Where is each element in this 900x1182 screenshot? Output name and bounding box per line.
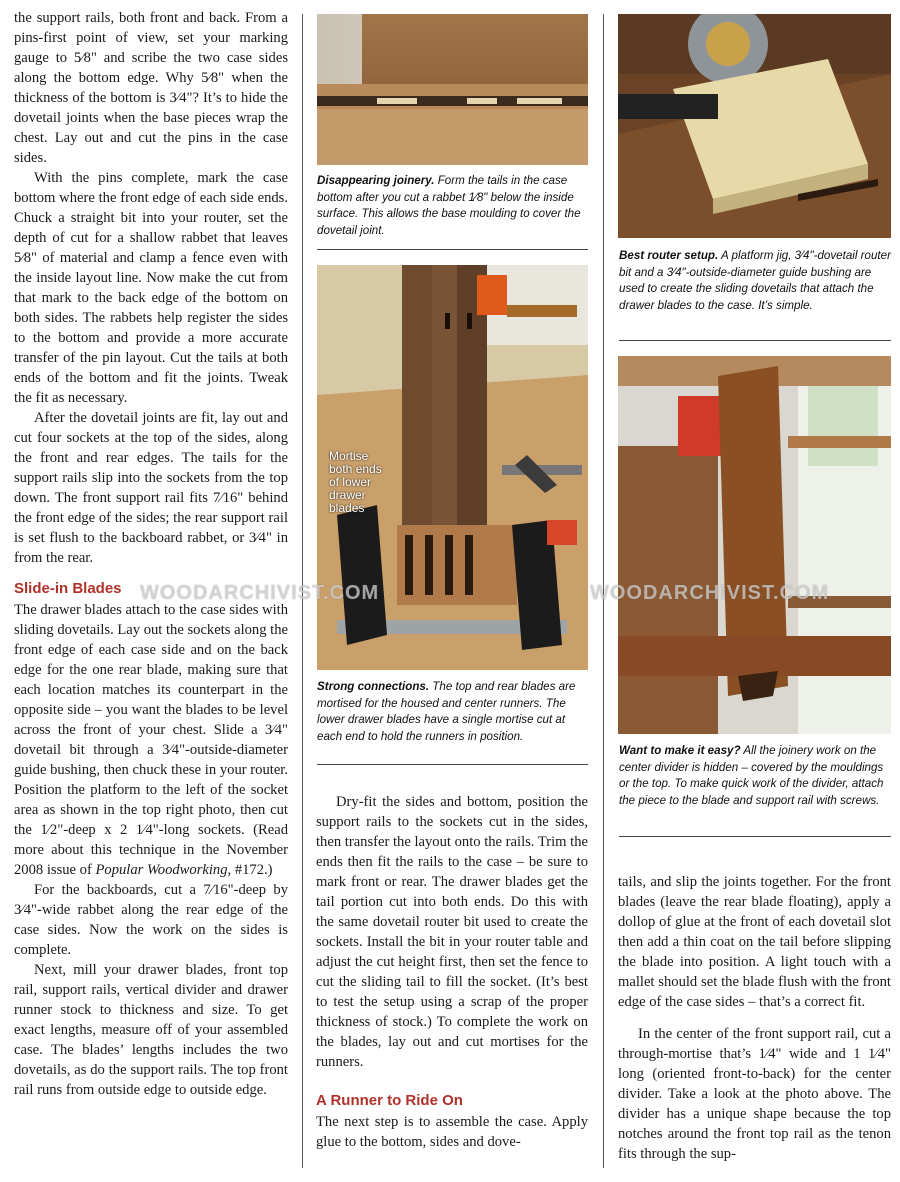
caption-rule — [317, 764, 588, 765]
caption-rule — [619, 340, 891, 341]
watermark: WOODARCHIVIST.COM — [590, 582, 830, 604]
paragraph: For the backboards, cut a 7⁄16"-deep by 3⁄4"-wide rabbet along the rear edge of the case sides. Now the work on the sides is complete. — [14, 882, 288, 958]
paragraph-text: The drawer blades attach to the case sides with sliding dovetails. Lay out the sockets along the front edge of each case side and on the back edge for the one rear blade, making sure that each location matches its counterpart in the opposite side – you want the blades to be level across the front of your chest. Slide a 3⁄4" dovetail bit through a 3⁄4"-outside-diameter guide bushing, then chuck these in your router. Position the platform to the left of the socket area as shown in the top right photo, then cut the 1⁄2"-deep x 2 1⁄4"-long sockets. (Read more about this technique in the November 2008 issue of — [14, 602, 288, 878]
watermark: WOODARCHIVIST.COM — [140, 582, 380, 604]
paragraph: Dry-fit the sides and bottom, position the support rails to the sockets cut in the sides, then transfer the layout onto the rails. Trim the ends then fit the rails to the case – be sure to mark front or rear. The drawer blades get the tail portion cut into both ends. Do this with the same dovetail router bit used to create the sockets. Install the bit in your router table and adjust the cut height first, then set the fence to cut the sliding tail to fill the socket. (It’s best to test the setup using a scrap of the proper thickness of stock.) To complete the work on the blades, lay out and cut mortises for the runners. — [316, 794, 588, 1070]
paragraph: the support rails, both front and back. From a pins-first point of view, set your marking gauge to 5⁄8" and scribe the two case sides along the bottom edge. Why 5⁄8" when the thickness of the bottom is 3⁄4"? It’s to hide the dovetail joints when the base pieces wrap the chest. Lay out and cut the pins in the case sides. — [14, 10, 288, 166]
caption-rule — [317, 249, 588, 250]
text-column-1 — [14, 8, 288, 1100]
text-column-2 — [316, 792, 588, 1152]
caption-strong-connections — [317, 679, 588, 745]
paragraph: Next, mill your drawer blades, front top rail, support rails, vertical divider and drawer runner stock to thickness and size. To get exact lengths, measure off of your assembled case. The blades’ lengths includes the two dovetails, as do the support rails. The top front rail runs from outside edge to outside edge. — [14, 962, 288, 1098]
caption-disappearing-joinery — [317, 173, 588, 239]
paragraph: After the dovetail joints are fit, lay out and cut four sockets at the top of the sides, along the front and rear edges. The tails for the support rails slip into the sockets from the top down. The front support rail fits 7⁄16" behind the front edge of the sides; the rear support rail is set flush to the backboard rabbet, or 3⁄4" in from the rear. — [14, 410, 288, 566]
photo-clamped-blades — [317, 265, 588, 670]
paragraph: With the pins complete, mark the case bottom where the front edge of each side ends. Chuck a straight bit into your router, set the depth of cut for a shallow rabbet that leaves 5⁄8" of material and clamp a fence even with the inside layout line. Now make the cut from that mark to the back edge of the bottom on both sides. The rabbets help register the sides to the bottom and provide a more accurate transfer of the pin layout. Cut the tails at both ends of the bottom and fit the joints. Tweak the fit as necessary. — [14, 170, 288, 406]
paragraph: The next step is to assemble the case. Apply glue to the bottom, sides and dove- — [316, 1114, 588, 1150]
caption-title: Want to make it easy? — [619, 744, 741, 757]
caption-title: Best router setup. — [619, 249, 719, 262]
photo-dovetail-joint — [317, 14, 588, 165]
caption-text: The top and rear blades are mortised for the housed and center runners. The lower drawer blades have a single mortise cut at each end to hold the runners in position. — [317, 680, 576, 743]
paragraph: tails, and slip the joints together. For the front blades (leave the rear blade floating), apply a dollop of glue at the front of each dovetail slot then add a thin coat on the tail before slipping the blade into position. A light touch with a mallet should set the blade flush with the front edge of the case sides – that’s a correct fit. — [618, 874, 891, 1010]
caption-title: Strong connections. — [317, 680, 430, 693]
caption-title: Disappearing joinery. — [317, 174, 435, 187]
section-heading-runner: A Runner to Ride On — [316, 1092, 463, 1109]
text-column-3 — [618, 872, 891, 1164]
magazine-title: Popular Woodworking — [95, 862, 228, 878]
caption-text: Form the tails in the case bottom after you cut a rabbet 1⁄8" below the inside surface. This allows the base moulding to cover the dovetail joint. — [317, 174, 581, 237]
paragraph: In the center of the front support rail, cut a through-mortise that’s 1⁄4" wide and 1 1⁄4" long (oriented front-to-back) for the center divider. Take a look at the photo above. The divider has a unique shape because the top notches around the front top rail as the tenon fits through the sup- — [618, 1026, 891, 1162]
photo-router-jig — [618, 14, 891, 238]
caption-want-to-make-it-easy — [619, 743, 891, 809]
paragraph — [14, 600, 288, 880]
section-heading-slide-in-blades: Slide-in Blades — [14, 580, 122, 597]
paragraph-text: , #172.) — [227, 862, 273, 878]
caption-best-router-setup — [619, 248, 891, 314]
photo-callout-label: Mortise both ends of lower drawer blades — [329, 449, 382, 515]
photo-center-divider — [618, 356, 891, 734]
caption-text: A platform jig, 3⁄4"-dovetail router bit and a 3⁄4"-outside-diameter guide bushing are used to create the sliding dovetails that attach the drawer blades to the case. It’s simple. — [619, 249, 891, 312]
caption-text: All the joinery work on the center divider is hidden – covered by the mouldings or the top. To make quick work of the divider, attach the piece to the blade and support rail with screws. — [619, 744, 884, 807]
caption-rule — [619, 836, 891, 837]
